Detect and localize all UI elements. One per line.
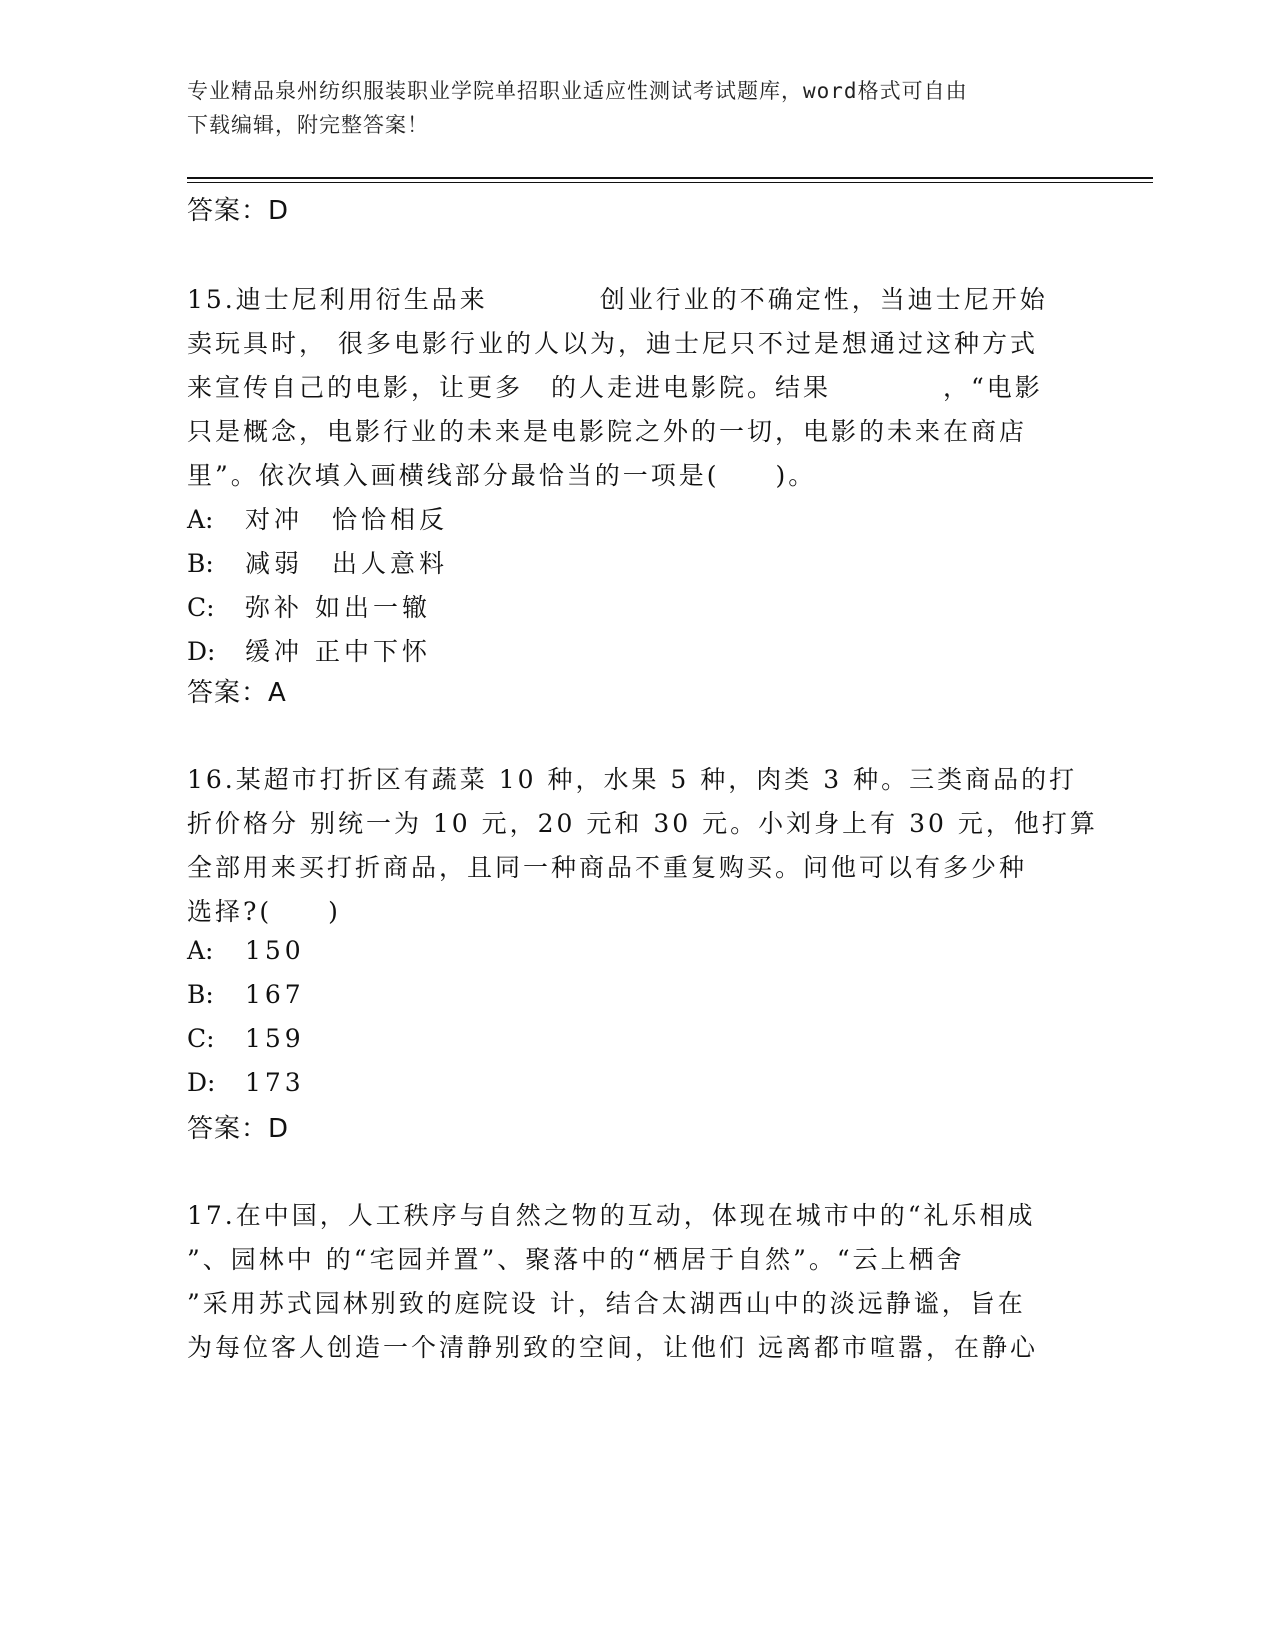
q16-option-c: C: 159 (187, 1024, 305, 1053)
q15-text-line: 来宣传自己的电影，让更多 的人走进电影院。结果 ，“电影 (187, 373, 1043, 402)
q15-text-line: 只是概念，电影行业的未来是电影院之外的一切，电影的未来在商店 (187, 417, 1028, 446)
q15-option-c: C: 弥补 如出一辙 (187, 593, 431, 622)
q16-text-line: 选择?( ) (187, 897, 341, 926)
q15-answer: 答案：A (187, 678, 287, 708)
header-divider (187, 177, 1153, 179)
q16-option-a: A: 150 (187, 936, 305, 965)
q15-text-line: 卖玩具时， 很多电影行业的人以为，迪士尼只不过是想通过这种方式 (187, 329, 1038, 358)
q17-text-line: ”、园林中 的“宅园并置”、聚落中的“栖居于自然”。“云上栖舍 (187, 1245, 965, 1274)
page-header (187, 74, 1087, 142)
answer-previous: 答案：D (187, 196, 290, 226)
q15-text-line: 15.迪士尼利用衍生品来 创业行业的不确定性，当迪士尼开始 (187, 285, 1048, 314)
q15-text-line: 里”。依次填入画横线部分最恰当的一项是( )。 (187, 461, 817, 490)
header-line-2: 下载编辑，附完整答案！ (187, 113, 429, 137)
q16-option-b: B: 167 (187, 980, 305, 1009)
q17-text-line: 为每位客人创造一个清静别致的空间，让他们 远离都市喧嚣，在静心 (187, 1333, 1038, 1362)
header-line-1: 专业精品泉州纺织服装职业学院单招职业适应性测试考试题库，word格式可自由 (187, 79, 968, 103)
q16-answer: 答案：D (187, 1114, 290, 1144)
q16-option-d: D: 173 (187, 1068, 305, 1097)
q16-text-line: 16.某超市打折区有蔬菜 10 种，水果 5 种，肉类 3 种。三类商品的打 (187, 765, 1078, 794)
q16-text-line: 折价格分 别统一为 10 元，20 元和 30 元。小刘身上有 30 元，他打算 (187, 809, 1098, 838)
q17-text-line: 17.在中国，人工秩序与自然之物的互动，体现在城市中的“礼乐相成 (187, 1201, 1036, 1230)
q15-option-b: B: 减弱 出人意料 (187, 549, 449, 578)
q15-option-d: D: 缓冲 正中下怀 (187, 637, 431, 666)
q15-option-a: A: 对冲 恰恰相反 (187, 505, 449, 534)
q17-text-line: ”采用苏式园林别致的庭院设 计，结合太湖西山中的淡远静谧，旨在 (187, 1289, 1026, 1318)
q16-text-line: 全部用来买打折商品，且同一种商品不重复购买。问他可以有多少种 (187, 853, 1028, 882)
header-divider-thin (187, 182, 1153, 183)
